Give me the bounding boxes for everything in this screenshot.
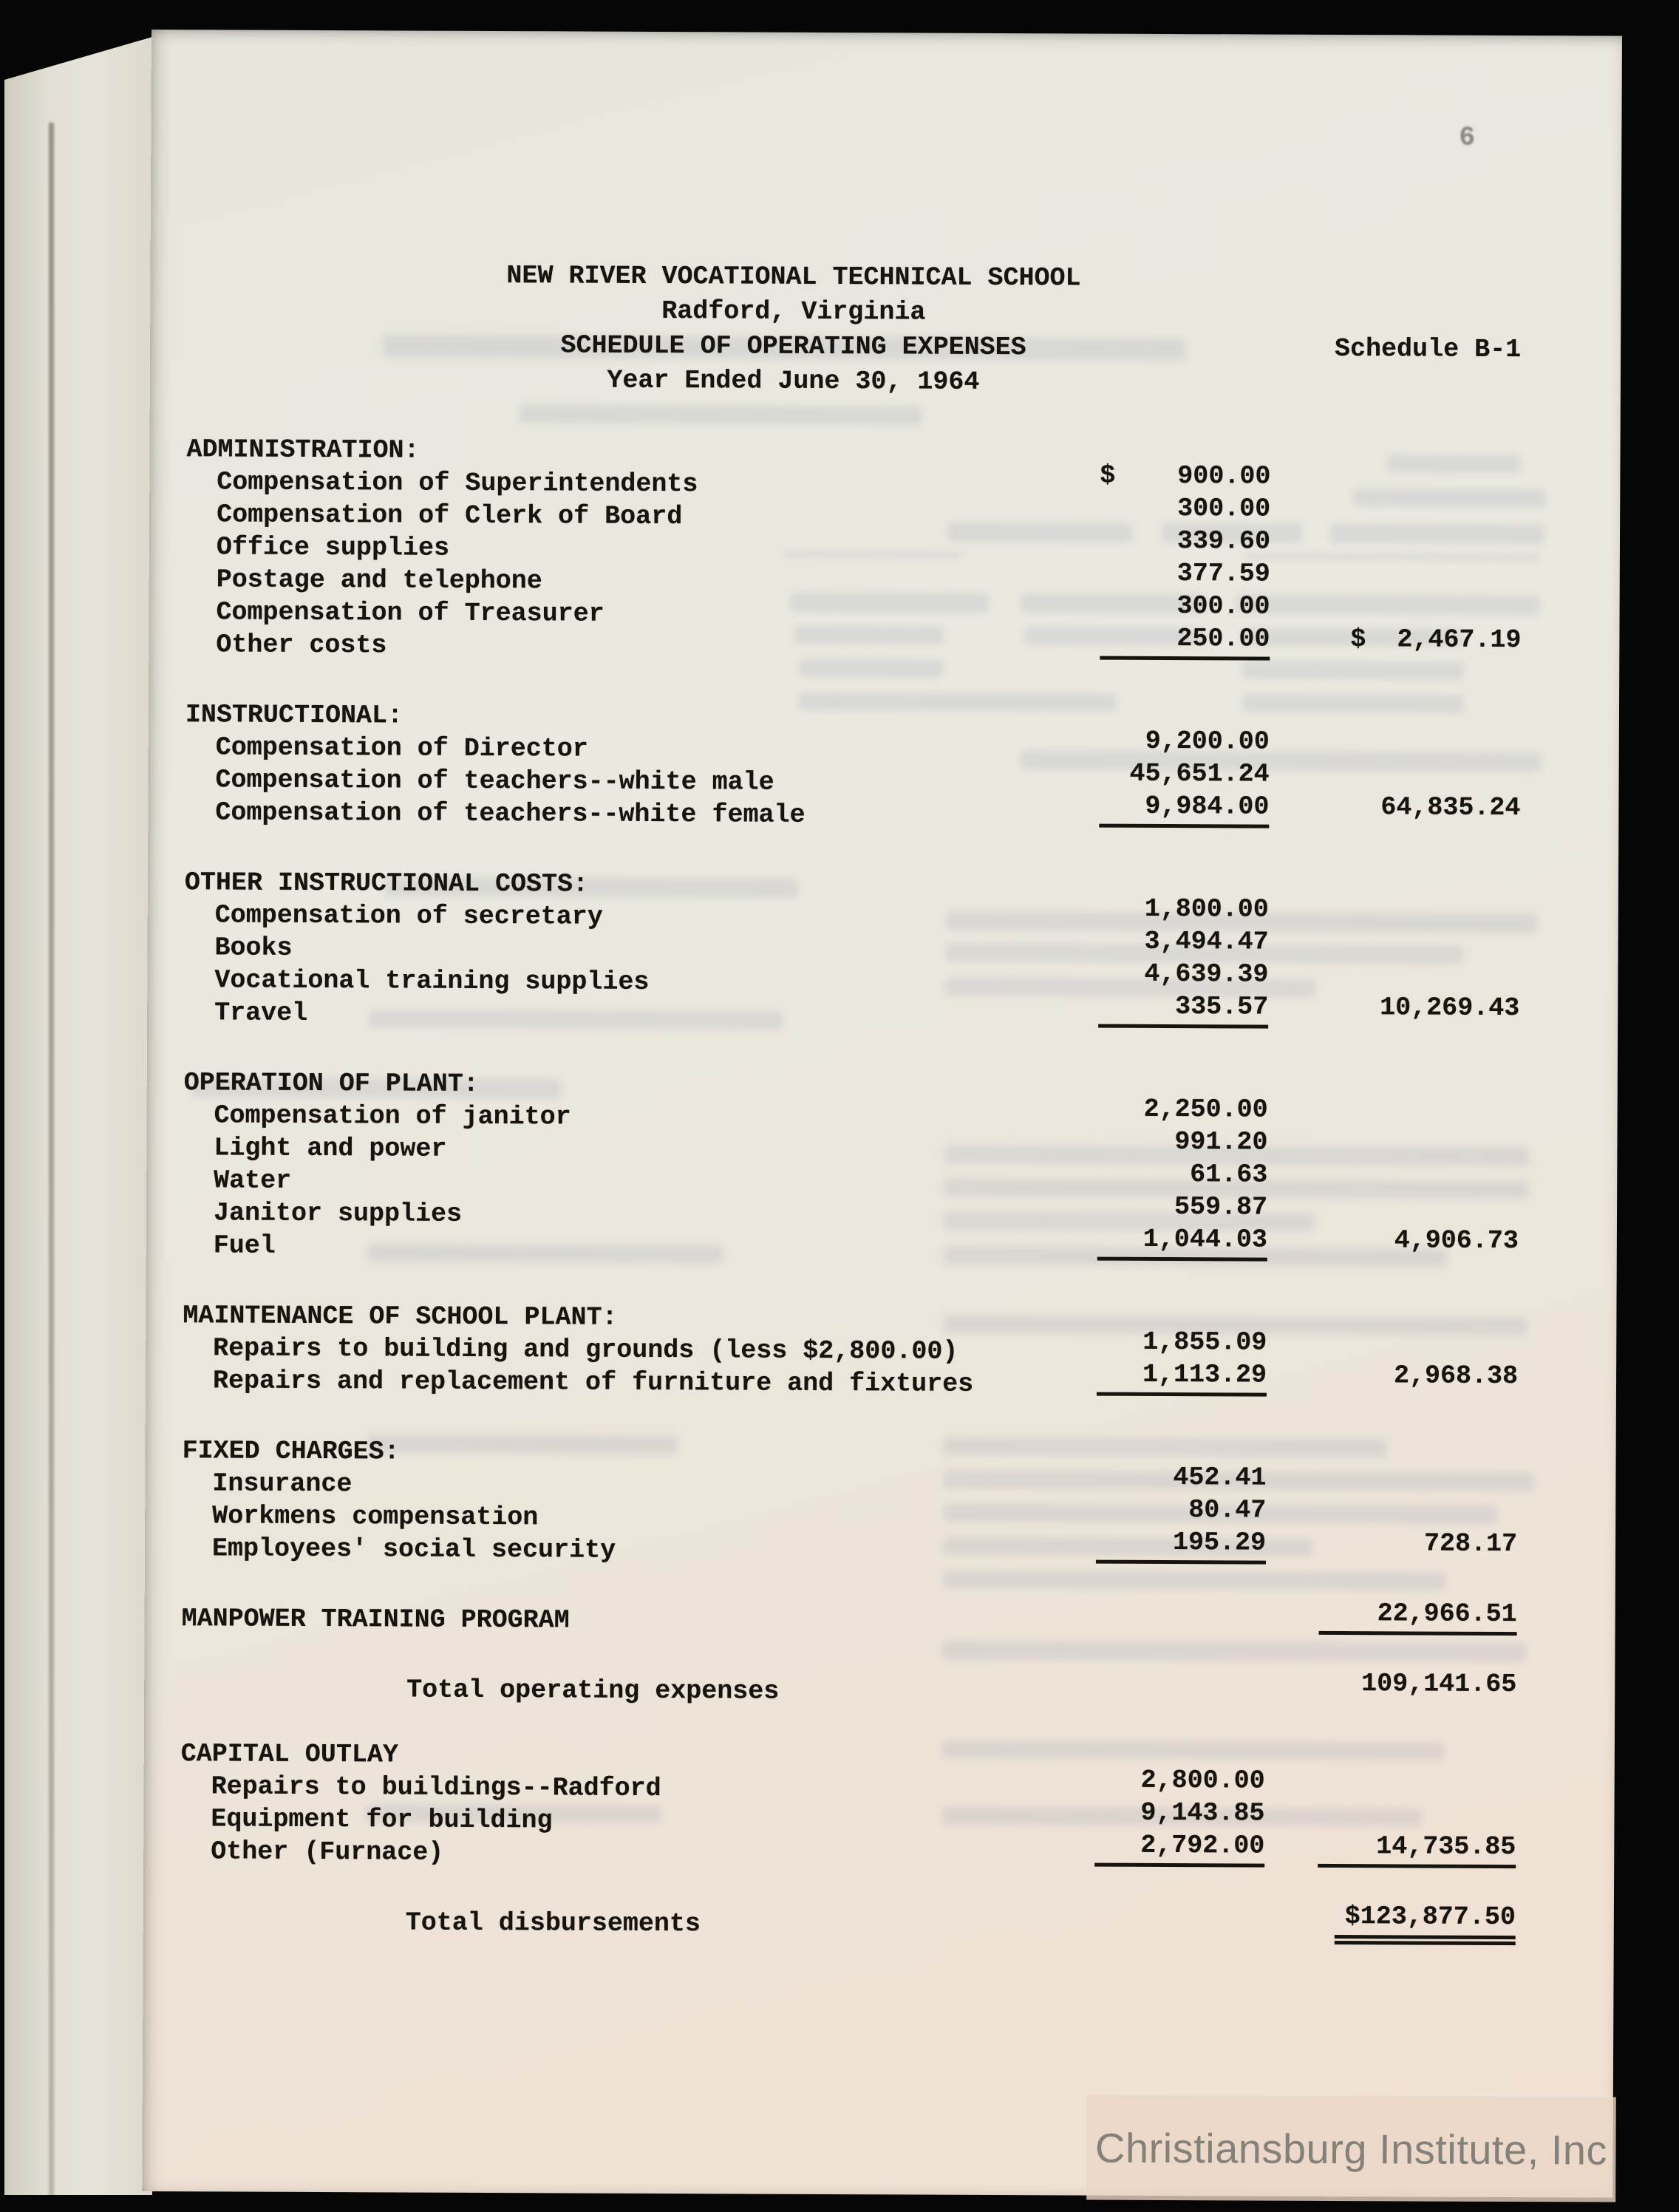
amount-col1 (1038, 1359, 1267, 1406)
expense-label: Janitor supplies (213, 1198, 463, 1229)
expense-section (181, 1599, 1517, 1646)
amount-col2 (1270, 471, 1522, 504)
expense-label: Repairs and replacement of furniture and fixtures (212, 1366, 974, 1399)
expense-section (182, 1435, 1518, 1576)
school-location: Radford, Virginia (661, 296, 926, 327)
amount-col2 (1267, 1104, 1519, 1137)
section-header: MANPOWER TRAINING PROGRAM (181, 1604, 570, 1636)
amount-value: 4,639.39 (1144, 959, 1269, 990)
section-header-row (184, 1066, 1519, 1105)
section-header: INSTRUCTIONAL: (185, 700, 403, 731)
page-number: 6 (1459, 122, 1476, 153)
amount-col1 (1041, 624, 1270, 670)
amount-value: 250.00 (1100, 622, 1270, 661)
school-name: NEW RIVER VOCATIONAL TECHNICAL SCHOOL (506, 261, 1081, 293)
expense-label: Travel (214, 998, 308, 1028)
amount-col1 (1036, 1606, 1265, 1644)
amount-col2 (1270, 704, 1521, 737)
total-label: Total operating expenses (406, 1675, 780, 1706)
amount-col2 (1269, 871, 1520, 905)
expense-section (180, 1738, 1516, 1879)
expense-row (183, 1160, 1519, 1202)
amount-col2 (1265, 1743, 1516, 1776)
amount-col2 (1270, 736, 1521, 769)
amount-value: 80.47 (1188, 1495, 1267, 1525)
expense-label: Compensation of teachers--white male (215, 765, 774, 797)
amount-value: 2,250.00 (1143, 1094, 1268, 1125)
schedule-label: Schedule B-1 (1334, 333, 1522, 365)
amount-col2 (1265, 1775, 1516, 1808)
expense-label: Other costs (216, 630, 387, 661)
amount-col1 (1039, 992, 1269, 1038)
expense-label: Other (Furnace) (211, 1837, 444, 1868)
total-row (180, 1902, 1516, 1950)
expense-label: Compensation of Clerk of Board (217, 500, 683, 532)
amount-value: 728.17 (1423, 1528, 1518, 1559)
document-title: SCHEDULE OF OPERATING EXPENSES (560, 330, 1026, 363)
expense-row (181, 1765, 1516, 1808)
expense-label: Books (214, 933, 293, 963)
amount-col2 (1268, 993, 1520, 1040)
amount-col2 (1269, 792, 1521, 840)
expense-row (186, 460, 1522, 504)
expense-row (186, 559, 1522, 602)
expense-label: Office supplies (216, 532, 450, 563)
amount-value: $123,877.50 (1335, 1900, 1516, 1939)
amount-value: 339.60 (1176, 526, 1271, 557)
expense-row (182, 1463, 1517, 1505)
expense-row (183, 1359, 1519, 1408)
expense-label: Compensation of janitor (214, 1100, 571, 1132)
amount-value: 1,855.09 (1142, 1327, 1267, 1358)
section-header: ADMINISTRATION: (186, 435, 420, 466)
amount-col2 (1267, 1304, 1518, 1338)
expense-row (186, 526, 1522, 569)
expense-label: Insurance (212, 1469, 353, 1500)
amount-value: 991.20 (1174, 1127, 1268, 1157)
amount-value: 61.63 (1190, 1160, 1268, 1190)
amount-value: 2,800.00 (1140, 1765, 1265, 1796)
previous-page-edge (4, 34, 152, 2195)
expense-section (185, 698, 1521, 840)
amount-value: 300.00 (1177, 494, 1271, 524)
expense-label: Light and power (214, 1133, 447, 1164)
expense-row (184, 992, 1520, 1040)
amount-value: $ 2,467.19 (1350, 625, 1522, 656)
amount-col2 (1264, 1902, 1516, 1950)
amount-value: 9,200.00 (1145, 726, 1270, 757)
amount-col2 (1267, 1361, 1519, 1408)
amount-col2 (1270, 503, 1522, 537)
total-row (181, 1669, 1517, 1711)
amount-col2 (1265, 1669, 1517, 1711)
amount-value: 9,984.00 (1099, 790, 1269, 828)
expense-label: Employees' social security (211, 1534, 616, 1565)
amount-col2 (1268, 1072, 1519, 1105)
amount-value: $ 900.00 (1100, 460, 1271, 491)
amount-value: 4,906.73 (1394, 1225, 1519, 1256)
expense-label: Compensation of Director (215, 732, 588, 764)
amount-col1 (1037, 1528, 1267, 1574)
expense-row (182, 1495, 1517, 1538)
amount-value: 1,800.00 (1144, 894, 1269, 925)
amount-value: 2,792.00 (1094, 1829, 1264, 1868)
amount-col2 (1270, 568, 1522, 602)
amount-value: 45,651.24 (1129, 758, 1270, 789)
section-header: CAPITAL OUTLAY (180, 1739, 398, 1770)
amount-value: 195.29 (1096, 1526, 1266, 1565)
expense-label: Equipment for building (211, 1804, 553, 1836)
expense-row (183, 1192, 1519, 1235)
section-header: FIXED CHARGES: (182, 1436, 400, 1467)
amount-col1 (1035, 1909, 1264, 1948)
expense-label: Repairs to building and grounds (less $2,800.00) (213, 1333, 958, 1367)
expense-row (185, 624, 1522, 672)
amount-value: 2,968.38 (1393, 1361, 1519, 1392)
expense-row (185, 758, 1520, 802)
amount-value: 9,143.85 (1140, 1797, 1265, 1828)
section-header-row (186, 433, 1522, 472)
amount-value: 10,269.43 (1380, 993, 1520, 1024)
expense-row (182, 1528, 1518, 1576)
total-label-row (181, 1669, 1517, 1711)
amount-col1 (1035, 1830, 1265, 1877)
expense-row (180, 1797, 1516, 1841)
amount-col2 (1267, 1225, 1519, 1273)
expense-label: Postage and telephone (216, 565, 542, 596)
expense-label: Compensation of teachers--white female (215, 797, 806, 830)
amount-value: 335.57 (1098, 990, 1268, 1029)
amount-col2 (1270, 438, 1522, 472)
expense-section (185, 433, 1522, 672)
amount-value: 14,735.85 (1318, 1830, 1516, 1868)
watermark-text: Christiansburg Institute, Inc (1094, 2124, 1608, 2174)
expense-label: Compensation of Treasurer (216, 597, 604, 629)
expense-row (183, 1094, 1519, 1137)
amount-value: 22,966.51 (1319, 1597, 1517, 1636)
amount-col1 (1040, 791, 1270, 838)
title-block (187, 257, 1523, 402)
amount-value: 109,141.65 (1361, 1669, 1517, 1700)
expense-row (185, 894, 1520, 937)
expense-label: Repairs to buildings--Radford (211, 1772, 661, 1804)
amount-col2 (1266, 1440, 1517, 1473)
expense-row (183, 1327, 1518, 1370)
section-header-row (185, 698, 1521, 737)
amount-col1 (1036, 1676, 1265, 1709)
expense-label: Workmens compensation (212, 1501, 539, 1533)
expense-label: Water (214, 1165, 292, 1196)
expense-row (180, 1830, 1516, 1879)
total-label: Total disbursements (405, 1908, 701, 1939)
expense-row (184, 926, 1519, 970)
amount-value: 452.41 (1173, 1463, 1267, 1493)
amount-col2 (1267, 1137, 1519, 1170)
section-header: OTHER INSTRUCTIONAL COSTS: (184, 868, 589, 899)
total-label-row (180, 1902, 1516, 1950)
expense-section (184, 866, 1520, 1040)
expense-row (183, 1127, 1519, 1170)
expense-row (186, 494, 1522, 537)
expense-row (183, 1224, 1519, 1273)
amount-value: 3,494.47 (1144, 926, 1269, 957)
section-header-row (181, 1599, 1517, 1646)
watermark-bar (1086, 2095, 1616, 2202)
amount-col2 (1269, 904, 1520, 937)
amount-value: 1,113.29 (1097, 1358, 1267, 1397)
expense-row (185, 591, 1521, 634)
amount-value: 300.00 (1176, 591, 1270, 622)
amount-col2 (1270, 625, 1522, 672)
expense-label: Fuel (213, 1231, 276, 1261)
section-header-row (183, 1299, 1518, 1338)
section-header: OPERATION OF PLANT: (183, 1068, 479, 1099)
document-page (142, 30, 1622, 2198)
amount-col2 (1268, 936, 1519, 970)
page-crease (49, 123, 54, 2212)
expense-row (185, 791, 1521, 840)
amount-value: 1,044.03 (1097, 1223, 1267, 1262)
amount-col2 (1265, 1599, 1517, 1646)
expense-table (180, 433, 1522, 1950)
amount-value: 64,835.24 (1380, 792, 1521, 823)
expense-label: Vocational training supplies (214, 965, 650, 997)
expense-row (184, 959, 1519, 1002)
amount-col2 (1267, 1169, 1519, 1202)
expense-row (185, 726, 1521, 769)
period-line: Year Ended June 30, 1964 (607, 365, 980, 397)
amount-col1 (1038, 1224, 1267, 1271)
amount-value: 559.87 (1174, 1192, 1268, 1222)
ghost-bleedthrough-layer (151, 30, 1622, 36)
expense-section (183, 1066, 1519, 1273)
amount-col2 (1264, 1831, 1516, 1879)
expense-label: Compensation of Superintendents (217, 467, 698, 500)
section-header-row (181, 1738, 1516, 1776)
expense-section (183, 1299, 1519, 1408)
amount-value: 377.59 (1176, 559, 1270, 589)
section-header: MAINTENANCE OF SCHOOL PLANT: (183, 1301, 618, 1333)
section-header-row (183, 1435, 1518, 1473)
amount-col2 (1266, 1528, 1518, 1576)
section-header-row (185, 866, 1520, 905)
expense-label: Compensation of secretary (214, 900, 603, 932)
amount-col2 (1266, 1472, 1517, 1505)
amount-col2 (1270, 536, 1522, 569)
bleedthrough-smudge (520, 405, 922, 424)
